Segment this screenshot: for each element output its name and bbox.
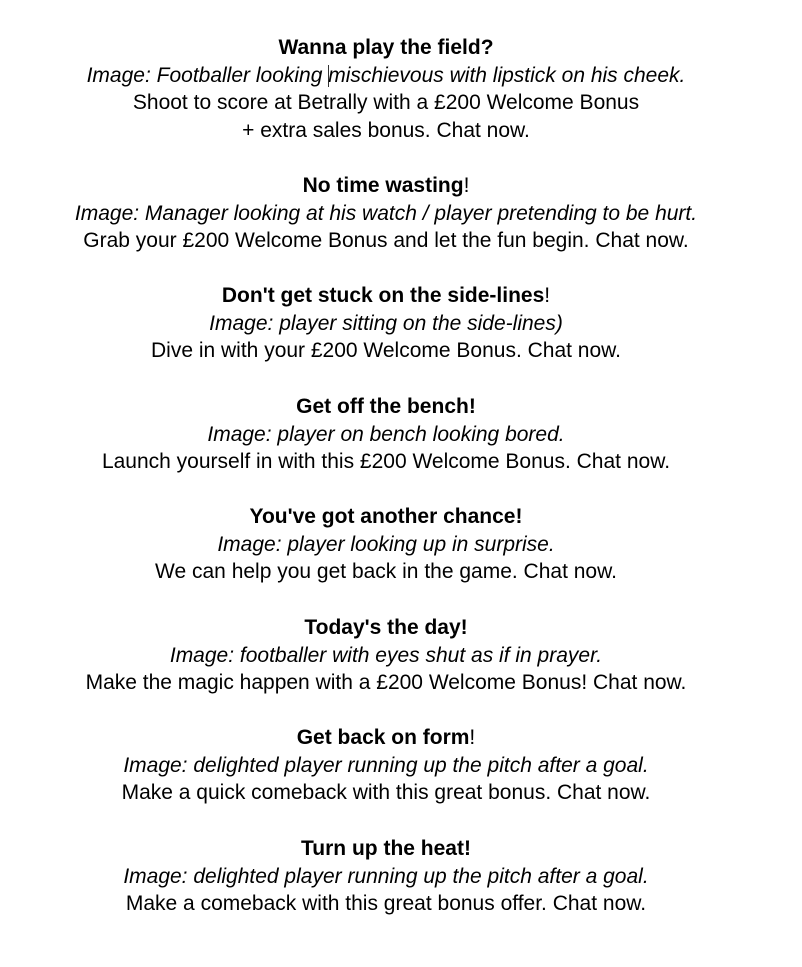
ad-headline: [0, 503, 772, 531]
ad-headline: [0, 172, 772, 200]
ad-headline: [0, 393, 772, 421]
ad-copy-line: Make the magic happen with a £200 Welcome Bonus! Chat now.: [85, 671, 687, 694]
ad-copy-line: Grab your £200 Welcome Bonus and let the fun begin. Chat now.: [83, 229, 689, 252]
image-note: Image: delighted player running up the pitch after a goal.: [123, 864, 649, 888]
image-note: Image: player on bench looking bored.: [207, 422, 565, 446]
headline-suffix: !: [544, 284, 551, 307]
headline-text: Today's the day!: [304, 616, 468, 639]
ad-headline: [0, 34, 772, 62]
headline-text: Get back on form: [296, 726, 470, 749]
image-note-part: Image: Footballer looking: [86, 63, 329, 87]
image-note: Image: Manager looking at his watch / player pretending to be hurt.: [74, 201, 698, 225]
ad-copy-line: Dive in with your £200 Welcome Bonus. Chat now.: [150, 339, 622, 362]
ad-block-8: [0, 835, 772, 918]
ad-block-7: [0, 724, 772, 807]
image-note: [0, 62, 772, 90]
ad-block-1: [0, 34, 772, 144]
image-note: Image: delighted player running up the pitch after a goal.: [123, 753, 649, 777]
image-note-part: mischievous with lipstick on his cheek.: [328, 63, 686, 87]
ad-headline: [0, 614, 772, 642]
ad-copy-line: Make a comeback with this great bonus offer. Chat now.: [125, 892, 647, 915]
image-note: Image: player looking up in surprise.: [217, 532, 555, 556]
ad-block-2: [0, 172, 772, 255]
headline-suffix: !: [463, 174, 470, 197]
ad-copy-line: Shoot to score at Betrally with a £200 Welcome Bonus: [132, 91, 640, 114]
headline-text: You've got another chance!: [249, 505, 523, 528]
ad-headline: [0, 282, 772, 310]
ad-copy-line: We can help you get back in the game. Chat now.: [155, 560, 617, 583]
image-note: Image: player sitting on the side-lines): [209, 311, 563, 335]
ad-copy-line: + extra sales bonus. Chat now.: [242, 118, 530, 142]
headline-text: Get off the bench!: [296, 395, 476, 418]
image-note: Image: footballer with eyes shut as if in prayer.: [169, 643, 603, 667]
ad-block-4: [0, 393, 772, 476]
ad-headline: [0, 835, 772, 863]
headline-text: No time wasting: [302, 174, 464, 197]
headline-text: Don't get stuck on the side-lines: [221, 284, 545, 307]
ad-headline: [0, 724, 772, 752]
ad-block-3: [0, 282, 772, 365]
ad-block-6: [0, 614, 772, 697]
ad-copy-line: Make a quick comeback with this great bonus. Chat now.: [121, 781, 651, 804]
ad-block-5: [0, 503, 772, 586]
headline-text: Turn up the heat!: [301, 837, 471, 860]
headline-suffix: !: [469, 726, 476, 749]
ad-copy-line: Launch yourself in with this £200 Welcome Bonus. Chat now.: [101, 450, 671, 473]
headline-text: Wanna play the field?: [278, 36, 494, 59]
